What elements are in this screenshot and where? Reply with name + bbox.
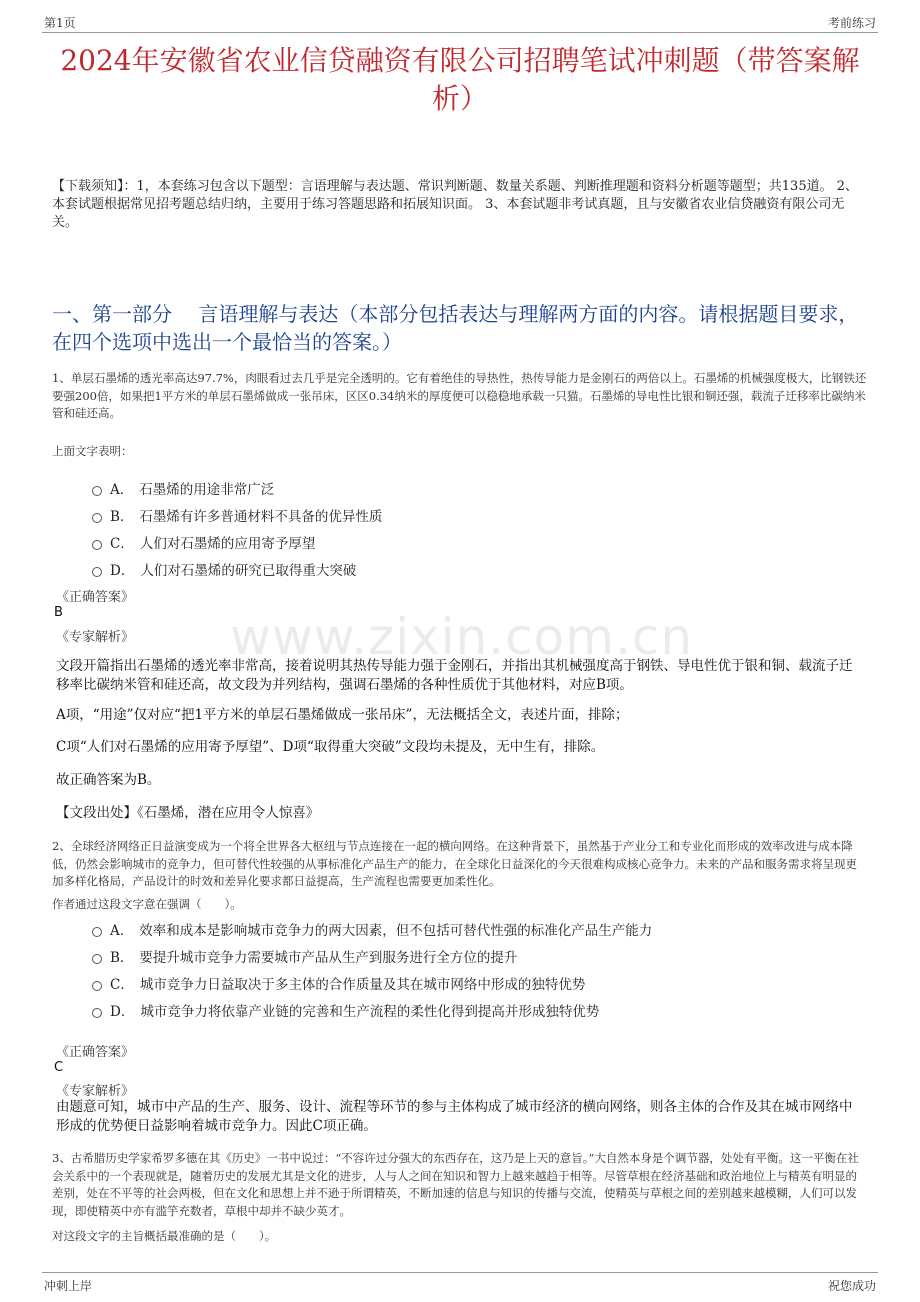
q2-analysis: 由题意可知，城市中产品的生产、服务、设计、流程等环节的参与主体构成了城市经济的横向网络，则各主体的合作及其在城市网络中形成的优势便日益影响着城市竞争力。因此C项正确。	[56, 1099, 853, 1134]
q2-option-a[interactable]: A． 效率和成本是影响城市竞争力的两大因素，但不包括可替代性强的标准化产品生产能力	[92, 919, 652, 939]
q1-option-c[interactable]: C． 人们对石墨烯的应用寄予厚望	[92, 532, 315, 552]
q1-source: 【文段出处】《石墨烯，潜在应用令人惊喜》	[56, 805, 320, 821]
question-2-ask: 作者通过这段文字意在强调（ ）。	[52, 897, 242, 911]
footer-left: 冲刺上岸	[44, 1279, 93, 1293]
radio-icon[interactable]	[92, 954, 102, 964]
q1-answer-label: 《正确答案》	[56, 590, 135, 605]
q2-option-b[interactable]: B． 要提升城市竞争力需要城市产品从生产到服务进行全方位的提升	[92, 946, 517, 966]
footer-right: 祝您成功	[827, 1279, 876, 1293]
radio-icon[interactable]	[92, 540, 102, 550]
document-title: 2024年安徽省农业信贷融资有限公司招聘笔试冲刺题（带答案解析）	[60, 44, 860, 115]
q1-analysis-para-3: C项“人们对石墨烯的应用寄予厚望”、D项“取得重大突破”文段均未提及，无中生有，排除。	[56, 739, 605, 755]
radio-icon[interactable]	[92, 981, 102, 991]
question-1-stem: 1、单层石墨烯的透光率高达97.7%，肉眼看过去几乎是完全透明的。它有着绝佳的导热性，热传导能力是金刚石的两倍以上。石墨烯的机械强度极大，比钢铁还要强200倍，如果把1平方米的单层石墨烯做成一张吊床，区区0.34纳米的厚度便可以稳稳地承载一只猫。石墨烯的导电性比银和铜还强，载流子迁移率比碳纳米管和硅还高。	[52, 371, 867, 420]
q1-analysis-para-1: 文段开篇指出石墨烯的透光率非常高，接着说明其热传导能力强于金刚石，并指出其机械强度高于钢铁、导电性优于银和铜、载流子迁移率比碳纳米管和硅还高，故文段为并列结构，强调石墨烯的各种性质优于其他材料，对应B项。	[56, 658, 853, 693]
radio-icon[interactable]	[92, 513, 102, 523]
q1-option-b[interactable]: B． 石墨烯有许多普通材料不具备的优异性质	[92, 505, 382, 525]
q1-option-a[interactable]: A． 石墨烯的用途非常广泛	[92, 478, 274, 498]
question-3-ask: 对这段文字的主旨概括最准确的是（ ）。	[52, 1229, 277, 1243]
q2-option-d[interactable]: D． 城市竞争力将依靠产业链的完善和生产流程的柔性化得到提高并形成独特优势	[92, 1000, 599, 1020]
q2-answer: C	[54, 1060, 64, 1075]
q2-answer-label: 《正确答案》	[56, 1045, 135, 1060]
question-3-stem: 3、古希腊历史学家希罗多德在其《历史》一书中说过：“不容许过分强大的东西存在，这乃是上天的意旨。”大自然本身是个调节器，处处有平衡。这一平衡在社会关系中的一个表现就是，随着历史的发展尤其是文化的进步，人与人之间在知识和智力上越来越趋于相等。尽管草根在经济基础和政治地位上与精英有明显的差别，处在不平等的社会两极，但在文化和思想上并不逊于所谓精英，不断加速的信息与知识的传播与交流，使精英与草根之间的差别越来越模糊，人们可以发现，即使精英中亦有滥竽充数者，草根中却并不缺少英才。	[52, 1151, 859, 1218]
page-footer	[42, 1272, 878, 1293]
question-1-ask: 上面文字表明：	[52, 444, 133, 458]
q2-option-c[interactable]: C． 城市竞争力日益取决于多主体的合作质量及其在城市网络中形成的独特优势	[92, 973, 585, 993]
download-notice: 【下载须知】：1，本套练习包含以下题型：言语理解与表达题、常识判断题、数量关系题、判断推理题和资料分析题等题型；共135道。 2、本套试题根据常见招考题总结归纳，主要用于练习答题思路和拓展知识面。 3、本套试题非考试真题，且与安徽省农业信贷融资有限公司无关。	[52, 179, 858, 230]
page-number: 第1页	[44, 16, 76, 30]
q1-analysis-label: 《专家解析》	[56, 630, 135, 645]
radio-icon[interactable]	[92, 567, 102, 577]
q1-analysis-para-4: 故正确答案为B。	[56, 772, 161, 788]
q2-analysis-label: 《专家解析》	[56, 1084, 135, 1099]
section-heading: 一、第一部分 言语理解与表达（本部分包括表达与理解两方面的内容。请根据题目要求，在四个选项中选出一个最恰当的答案。）	[52, 302, 859, 354]
radio-icon[interactable]	[92, 486, 102, 496]
header-tag: 考前练习	[827, 16, 876, 30]
radio-icon[interactable]	[92, 1008, 102, 1018]
radio-icon[interactable]	[92, 927, 102, 937]
page-header	[42, 12, 878, 33]
q1-analysis-para-2: A项，“用途”仅对应“把1平方米的单层石墨烯做成一张吊床”，无法概括全文，表述片面，排除；	[56, 707, 629, 723]
q1-option-d[interactable]: D． 人们对石墨烯的研究已取得重大突破	[92, 559, 356, 579]
question-2-stem: 2、全球经济网络正日益演变成为一个将全世界各大枢纽与节点连接在一起的横向网络。在这种背景下，虽然基于产业分工和专业化而形成的效率改进与成本降低，仍然会影响城市的竞争力，但可替代性较强的从事标准化产品生产的能力，在全球化日益深化的今天很难构成核心竞争力。未来的产品和服务需求将呈现更加多样化格局，产品设计的时效和差异化要求都日益提高，生产流程也需要更加柔性化。	[52, 839, 857, 888]
watermark: www.zixin.com.cn	[230, 608, 694, 666]
q1-answer: B	[54, 605, 63, 620]
